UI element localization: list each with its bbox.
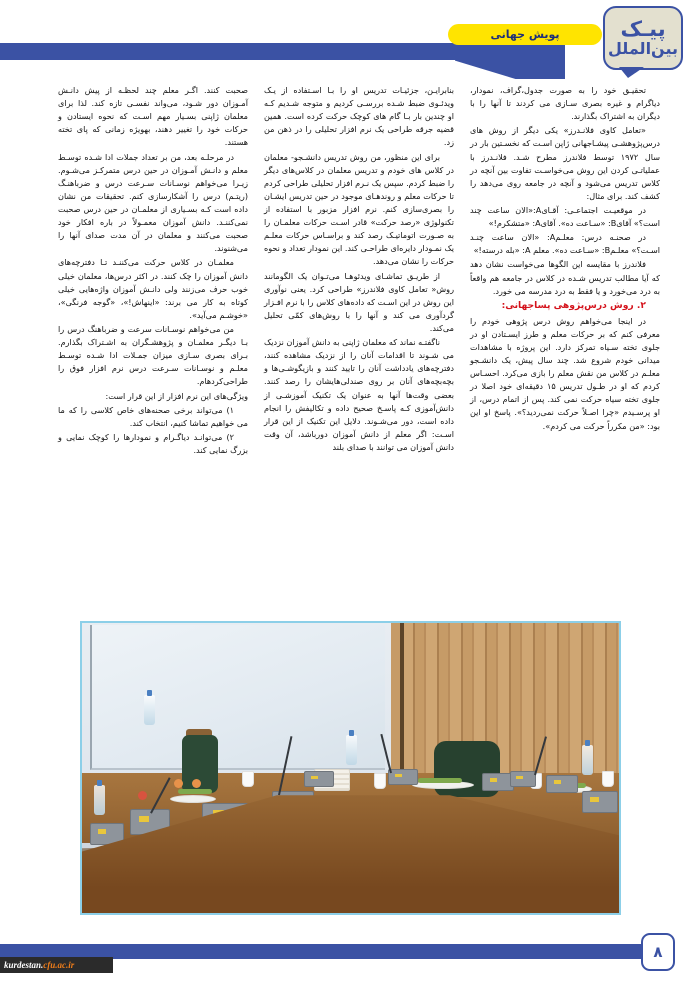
- paragraph: در صحنـه درس: معلـمA: «الان ساعت چنـد اسـت؟» معلـمB: «سـاعت ده». معلم A: «بله درسته!»: [470, 232, 660, 256]
- page-footer: [0, 944, 700, 990]
- water-bottle: [346, 735, 357, 765]
- url-tld-part: cfu.ac.ir: [43, 960, 75, 970]
- paragraph: ۱) می‌تواند برخی صحنه‌های خاص کلاسی را که ما می خواهیم تماشا کنیم، انتخاب کند.: [58, 404, 248, 428]
- section-tag: [448, 24, 602, 45]
- magazine-logo: [603, 6, 683, 70]
- microphone-unit: [304, 771, 334, 787]
- article-photo: [80, 621, 621, 915]
- paragraph: بنابرایـن، جزئیـات تدریس او را بـا اسـتفاده از یـک ویدئـوی ضبط شـده بررسـی کردیم و متوجه شـدیم کـه او چندین بار بـا گام های کوچک حرکت کرده است. همین قضیه جرقه طراحی یک نرم افزار تحلیلی را در ذهن من زد.: [264, 85, 454, 148]
- paragraph: برای این منظور، من روش تدریس دانشـجو- معلمان در کلاس های خودم و تدریس معلمان در کلاس‌های دیگر را ضبط کردم. سپس یک نـرم افزار تحلیلی طراحی کردم تا حرکات معلم و روندهـای موجود در حین تدریس ایشـان را بصری‌سازی کنم. نرم افزار مزبور با استفاده از تکنولوژی «رصد حرکت» قادر اسـت حرکات معلمـان را به صـورت اتوماتیـک رصد کند و براسـاس حرکات معلـم یک نمـودار دایره‌ای طراحـی کند. این نمودار تعداد و نحوه حرکات را نشان می‌دهد.: [264, 151, 454, 267]
- paragraph: از طریـق تماشـای ویدئوهـا می‌تـوان یک الگومانند روش« تعامل کاوی فلاندرز» طراحی کرد. یعنی نوآوری این روش در این اسـت که داده‌های کلاس را با نرم افـزار گردآوری می کند و آنها را با روش‌های کمّی تحلیل می‌کند.: [264, 270, 454, 333]
- paragraph: «تعامل کاوی فلانـدرز» یکی دیگر از روش های درس‌پژوهشـی پیشـاجهانی ژاپن اسـت که نخسـتین بار در سال ۱۹۷۲ توسط فلاندرز مطرح شـد. فلانـدرز با عملیاتـی کردن این روش می‌خواسـت تفاوت بین آنچه در کلاس تدریس می‌شود و آنچه در جامعه روی می‌دهد را کشف کند. برای مثال:: [470, 125, 660, 201]
- page-header: [0, 0, 700, 80]
- paragraph: ویژگی‌های این نرم افزار از این قرار است:: [105, 390, 248, 401]
- paragraph: در اینجا می‌خواهم روش درس پژوهی خودم را معرفی کنم که بر حرکات معلم و طرز ایسـتادن او در جلوی تخته سـیاه تمرکز دارد. این پروژه با مشاهدات میدانی خودم شروع شد. چند سال پیش، یک دانشـجو معلـم در کلاس من نقش معلم را بازی می‌کرد. احسـاس کردم که او در طـول تدریس ۱۵ دقیقه‌ای خود اصلا در جلوی تخته سیاه حرکت نمی کند. پس از اتمام درس، از او پرسـیدم «چرا اصـلاً حرکت نمی‌ردید؟». پاسخ او این بود: «من مکرراً حرکت می کردم».: [470, 315, 660, 431]
- projector-screen: [90, 625, 385, 770]
- paragraph: صحبت کنند. اگـر معلم چند لحظـه از پیش دانـش آمـوزان دور شـود، می‌واند نفسـی تازه کند. لذا برای معلمان ژاپنی بسـیار مهم اسـت که نحوه ایستادن و حرکات خود را تغییر دهند، بهویژه زمانی که پای تخته هستند.: [58, 85, 248, 148]
- food-item: [138, 791, 147, 800]
- header-blue-arrow: [455, 43, 565, 79]
- water-bottle: [94, 785, 105, 815]
- page-number-badge: [641, 933, 675, 971]
- microphone-unit: [582, 791, 618, 813]
- microphone-unit: [546, 775, 578, 793]
- column-middle: [264, 84, 454, 612]
- column-left: [58, 84, 248, 612]
- section-tag-label: پویش جهانی: [490, 27, 560, 41]
- article-columns: [56, 84, 660, 612]
- food-item: [178, 789, 212, 794]
- paragraph: ناگفتـه نماند که معلمان ژاپنی به دانش آموزان نزدیک می شـوند تا اقدامات آنان را از نزدیک مشاهده کنند، دفترچه‌های یادداشت آنان را تایید کنند و بازیگوشـی‌ها و بچه‌بچه‌های آنان بر روی صندلی‌هایشان را رصد کنند. بعضی وقت‌ها آنها به عنوان یک تکنیک آموزشـی از دانش‌آموزی کـه پاسـخ صحیح داده و تکالیفش را انجام داده است، دور می‌شـوند. دلایل این تکنیک از این قرار اسـت: اگر معلم از دانش آموزان دورباشد، آن وقت دانش آموزان می توانند با صدای بلند: [264, 337, 454, 452]
- microphone-unit: [510, 771, 536, 787]
- logo-line-two: بین‌الملل: [608, 38, 678, 58]
- paper-cup: [242, 771, 254, 787]
- paragraph: در موقعیـت اجتماعـی: آقـایA:«الان ساعت چند است؟» آقایB: «سـاعت ده». آقایA: «متشکرم!»: [470, 204, 660, 229]
- paragraph: در مرحلـه بعد، من بر تعداد جملات ادا شـده توسـط معلم و دانـش آمـوزان در حین درس متمرکـز می‌شـوم. زیـرا می‌خواهم نوسـانات سـرعت درس و ضرباهنـگ (ریتـم) درس را آشکارسازی کنم. تحقیقات من نشان داده است کـه بسـیاری از معلمـان در حین درس صحبت نمی‌کننـد. دانش آموزان معمـولاً در باره افکار خود صحبت می‌کنند و معلمان در آن مدت صدای آنها را می‌شنوند.: [58, 151, 248, 254]
- section-heading: ۲. روش درس‌پژوهی پساجهانی:: [501, 299, 646, 311]
- food-item: [418, 778, 462, 783]
- column-right: [470, 84, 660, 612]
- paragraph: فلاندرز با مقایسه این الگوها می‌خواست نشان دهد که آیا مطالب تدریس شـده در کلاس در جامعه هم واقعاً به درد می‌خورد و یا فقط به درد مدرسه می خورد.: [470, 259, 660, 296]
- photo-scene: [82, 623, 619, 913]
- water-bottle: [144, 695, 155, 725]
- url-domain-part: kurdestan.: [4, 960, 44, 970]
- page-number: ۸: [653, 942, 663, 961]
- water-bottle: [582, 745, 593, 775]
- paragraph: من می‌خواهم نوسـانات سرعت و ضرباهنگ درس را بـا دیگـر معلمـان و پژوهشـگران به اشـتراک بگذارم. بـرای بصری سـازی میزان جمـلات ادا شـده توسـط معلـم و نوسـانات سـرعت درس نرم افزار فوق را طراحی‌کردهام.: [58, 323, 248, 387]
- website-url[interactable]: [0, 957, 113, 973]
- paper-cup: [374, 773, 386, 789]
- paragraph: معلمـان در کلاس حرکت می‌کننـد تـا دفترچه‌های دانش آموزان را چک کنند. در اکثر درس‌ها، معلمان خیلی خوب حرف می‌زنند ولی دانـش آموزان واژه‌هایی خیلی کوتاه به کار می برند: «اینهاش!»، «گوجه فرنگی»، «خوشـم می‌آید».: [58, 257, 248, 320]
- food-item: [192, 779, 201, 788]
- microphone-unit: [388, 769, 418, 785]
- paragraph: تحقیـق خود را به صورت جدول،گراف، نمودار، دیاگرام و غیره بصری سـازی می کردند تا آنها را با دیگران به اشتراک بگذارند.: [470, 85, 660, 122]
- paragraph: ۲) می‌توانـد دیاگـرام و نمودارها را کوچک نمایی و بزرگ نمایی کند.: [58, 431, 248, 455]
- food-plate: [170, 795, 216, 803]
- paper-cup: [602, 771, 614, 787]
- food-item: [174, 779, 183, 788]
- logo-line-one: پیـک: [620, 16, 666, 41]
